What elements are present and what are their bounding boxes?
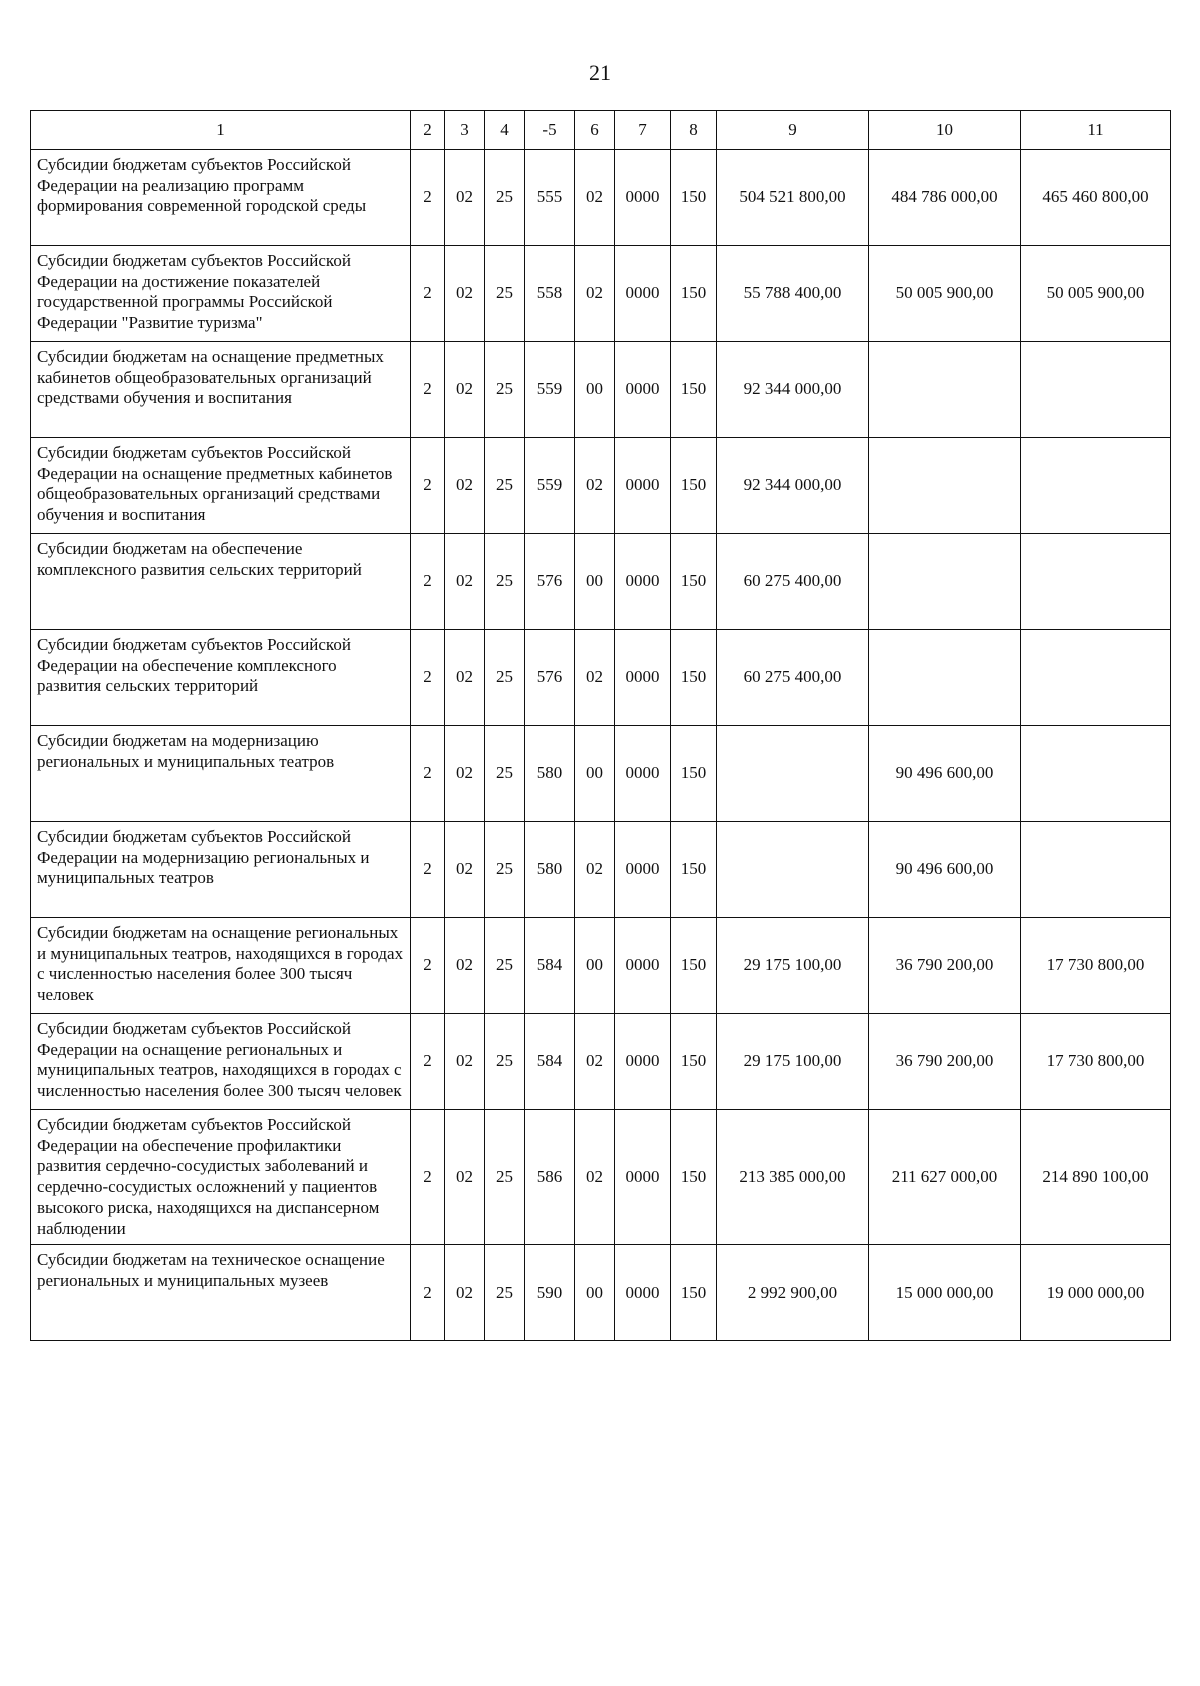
code-4-cell: 25 — [485, 246, 525, 342]
code-4-cell: 25 — [485, 1014, 525, 1110]
row-description-cell: Субсидии бюджетам на оснащение предметных кабинетов общеобразовательных организаций средствами обучения и воспитания — [31, 342, 411, 438]
code-7-cell: 0000 — [615, 1014, 671, 1110]
row-description-cell: Субсидии бюджетам субъектов Российской Федерации на оснащение региональных и муниципальных театров, находящихся в городах с численностью населения более 300 тысяч человек — [31, 1014, 411, 1110]
code-8-cell: 150 — [671, 1110, 717, 1245]
code-4-cell: 25 — [485, 534, 525, 630]
code-6-cell: 00 — [575, 342, 615, 438]
code-3-cell: 02 — [445, 1014, 485, 1110]
code-4-cell: 25 — [485, 822, 525, 918]
row-description-cell: Субсидии бюджетам на обеспечение комплексного развития сельских территорий — [31, 534, 411, 630]
code-7-cell: 0000 — [615, 630, 671, 726]
code-8-cell: 150 — [671, 342, 717, 438]
table-row — [31, 150, 1171, 246]
table-header-row — [31, 111, 1171, 150]
code-7-cell: 0000 — [615, 246, 671, 342]
table-row — [31, 438, 1171, 534]
table-row — [31, 1014, 1171, 1110]
code-2-cell: 2 — [411, 342, 445, 438]
table-row — [31, 246, 1171, 342]
page-number: 21 — [589, 60, 611, 85]
code-6-cell: 02 — [575, 438, 615, 534]
amount-col-11-cell: 17 730 800,00 — [1021, 918, 1171, 1014]
amount-col-10-cell: 36 790 200,00 — [869, 1014, 1021, 1110]
code-5-cell: 555 — [525, 150, 575, 246]
code-3-cell: 02 — [445, 150, 485, 246]
code-6-cell: 02 — [575, 630, 615, 726]
amount-col-11-cell — [1021, 630, 1171, 726]
code-8-cell: 150 — [671, 150, 717, 246]
amount-col-11-cell: 50 005 900,00 — [1021, 246, 1171, 342]
code-2-cell: 2 — [411, 726, 445, 822]
row-description-cell: Субсидии бюджетам субъектов Российской Федерации на модернизацию региональных и муниципальных театров — [31, 822, 411, 918]
amount-col-10-cell: 484 786 000,00 — [869, 150, 1021, 246]
code-8-cell: 150 — [671, 822, 717, 918]
code-4-cell: 25 — [485, 1110, 525, 1245]
amount-col-9-cell: 55 788 400,00 — [717, 246, 869, 342]
code-7-cell: 0000 — [615, 534, 671, 630]
amount-col-10-cell: 36 790 200,00 — [869, 918, 1021, 1014]
code-8-cell: 150 — [671, 1014, 717, 1110]
code-3-cell: 02 — [445, 918, 485, 1014]
row-description-cell: Субсидии бюджетам субъектов Российской Федерации на достижение показателей государственной программы Российской Федерации "Развитие туризма" — [31, 246, 411, 342]
amount-col-11-cell: 214 890 100,00 — [1021, 1110, 1171, 1245]
row-description-cell: Субсидии бюджетам на модернизацию региональных и муниципальных театров — [31, 726, 411, 822]
amount-col-11-cell: 465 460 800,00 — [1021, 150, 1171, 246]
code-2-cell: 2 — [411, 1245, 445, 1341]
code-6-cell: 00 — [575, 918, 615, 1014]
amount-col-9-cell: 504 521 800,00 — [717, 150, 869, 246]
amount-col-11-cell: 17 730 800,00 — [1021, 1014, 1171, 1110]
code-7-cell: 0000 — [615, 1245, 671, 1341]
amount-col-10-cell: 15 000 000,00 — [869, 1245, 1021, 1341]
code-8-cell: 150 — [671, 918, 717, 1014]
table-row — [31, 342, 1171, 438]
code-5-cell: 590 — [525, 1245, 575, 1341]
row-description-cell: Субсидии бюджетам на техническое оснащение региональных и муниципальных музеев — [31, 1245, 411, 1341]
row-description-cell: Субсидии бюджетам субъектов Российской Федерации на оснащение предметных кабинетов общеобразовательных организаций средствами обучения и воспитания — [31, 438, 411, 534]
column-header: 6 — [575, 111, 615, 150]
code-5-cell: 580 — [525, 822, 575, 918]
column-header: 8 — [671, 111, 717, 150]
column-header: 10 — [869, 111, 1021, 150]
code-5-cell: 584 — [525, 918, 575, 1014]
code-7-cell: 0000 — [615, 1110, 671, 1245]
code-5-cell: 576 — [525, 630, 575, 726]
column-header: 11 — [1021, 111, 1171, 150]
code-8-cell: 150 — [671, 534, 717, 630]
row-description-cell: Субсидии бюджетам субъектов Российской Федерации на обеспечение комплексного развития сельских территорий — [31, 630, 411, 726]
code-7-cell: 0000 — [615, 918, 671, 1014]
column-header: 4 — [485, 111, 525, 150]
budget-subsidies-table — [30, 110, 1171, 1341]
code-7-cell: 0000 — [615, 342, 671, 438]
table-row — [31, 1245, 1171, 1341]
row-description-cell: Субсидии бюджетам субъектов Российской Федерации на обеспечение профилактики развития сердечно-сосудистых заболеваний и сердечно-сосудистых осложнений у пациентов высокого риска, находящихся на диспансерном наблюдении — [31, 1110, 411, 1245]
code-7-cell: 0000 — [615, 438, 671, 534]
code-7-cell: 0000 — [615, 726, 671, 822]
code-4-cell: 25 — [485, 438, 525, 534]
amount-col-11-cell — [1021, 534, 1171, 630]
code-4-cell: 25 — [485, 918, 525, 1014]
amount-col-10-cell: 50 005 900,00 — [869, 246, 1021, 342]
table-row — [31, 1110, 1171, 1245]
code-5-cell: 576 — [525, 534, 575, 630]
amount-col-11-cell — [1021, 342, 1171, 438]
table-row — [31, 630, 1171, 726]
code-6-cell: 02 — [575, 822, 615, 918]
code-2-cell: 2 — [411, 1110, 445, 1245]
amount-col-10-cell — [869, 438, 1021, 534]
amount-col-10-cell — [869, 342, 1021, 438]
code-8-cell: 150 — [671, 246, 717, 342]
code-2-cell: 2 — [411, 438, 445, 534]
amount-col-10-cell — [869, 534, 1021, 630]
table-row — [31, 822, 1171, 918]
code-8-cell: 150 — [671, 1245, 717, 1341]
amount-col-11-cell — [1021, 822, 1171, 918]
code-3-cell: 02 — [445, 822, 485, 918]
table-row — [31, 918, 1171, 1014]
table-row — [31, 534, 1171, 630]
code-3-cell: 02 — [445, 726, 485, 822]
amount-col-10-cell: 211 627 000,00 — [869, 1110, 1021, 1245]
amount-col-11-cell: 19 000 000,00 — [1021, 1245, 1171, 1341]
code-8-cell: 150 — [671, 438, 717, 534]
code-6-cell: 02 — [575, 1014, 615, 1110]
column-header: 2 — [411, 111, 445, 150]
column-header: 7 — [615, 111, 671, 150]
amount-col-9-cell — [717, 726, 869, 822]
amount-col-9-cell — [717, 822, 869, 918]
row-description-cell: Субсидии бюджетам на оснащение региональных и муниципальных театров, находящихся в городах с численностью населения более 300 тысяч человек — [31, 918, 411, 1014]
code-3-cell: 02 — [445, 1245, 485, 1341]
amount-col-9-cell: 213 385 000,00 — [717, 1110, 869, 1245]
code-6-cell: 00 — [575, 1245, 615, 1341]
code-6-cell: 00 — [575, 726, 615, 822]
budget-table-container — [30, 110, 1170, 1341]
table-body — [31, 150, 1171, 1341]
table-row — [31, 726, 1171, 822]
code-3-cell: 02 — [445, 246, 485, 342]
column-header: 3 — [445, 111, 485, 150]
code-3-cell: 02 — [445, 534, 485, 630]
code-5-cell: 586 — [525, 1110, 575, 1245]
amount-col-10-cell: 90 496 600,00 — [869, 822, 1021, 918]
code-2-cell: 2 — [411, 822, 445, 918]
amount-col-11-cell — [1021, 438, 1171, 534]
amount-col-10-cell: 90 496 600,00 — [869, 726, 1021, 822]
amount-col-10-cell — [869, 630, 1021, 726]
code-2-cell: 2 — [411, 1014, 445, 1110]
amount-col-11-cell — [1021, 726, 1171, 822]
code-2-cell: 2 — [411, 150, 445, 246]
code-5-cell: 584 — [525, 1014, 575, 1110]
code-8-cell: 150 — [671, 630, 717, 726]
code-4-cell: 25 — [485, 1245, 525, 1341]
code-5-cell: 580 — [525, 726, 575, 822]
code-3-cell: 02 — [445, 630, 485, 726]
amount-col-9-cell: 2 992 900,00 — [717, 1245, 869, 1341]
amount-col-9-cell: 29 175 100,00 — [717, 918, 869, 1014]
code-3-cell: 02 — [445, 342, 485, 438]
code-2-cell: 2 — [411, 918, 445, 1014]
code-5-cell: 558 — [525, 246, 575, 342]
code-3-cell: 02 — [445, 438, 485, 534]
code-5-cell: 559 — [525, 342, 575, 438]
code-7-cell: 0000 — [615, 822, 671, 918]
code-6-cell: 02 — [575, 1110, 615, 1245]
column-header: 1 — [31, 111, 411, 150]
code-4-cell: 25 — [485, 726, 525, 822]
code-3-cell: 02 — [445, 1110, 485, 1245]
code-4-cell: 25 — [485, 342, 525, 438]
amount-col-9-cell: 60 275 400,00 — [717, 630, 869, 726]
code-8-cell: 150 — [671, 726, 717, 822]
amount-col-9-cell: 92 344 000,00 — [717, 438, 869, 534]
code-2-cell: 2 — [411, 246, 445, 342]
amount-col-9-cell: 29 175 100,00 — [717, 1014, 869, 1110]
amount-col-9-cell: 60 275 400,00 — [717, 534, 869, 630]
code-7-cell: 0000 — [615, 150, 671, 246]
code-6-cell: 02 — [575, 150, 615, 246]
code-6-cell: 02 — [575, 246, 615, 342]
code-4-cell: 25 — [485, 630, 525, 726]
code-4-cell: 25 — [485, 150, 525, 246]
amount-col-9-cell: 92 344 000,00 — [717, 342, 869, 438]
column-header: -5 — [525, 111, 575, 150]
code-2-cell: 2 — [411, 630, 445, 726]
row-description-cell: Субсидии бюджетам субъектов Российской Федерации на реализацию программ формирования современной городской среды — [31, 150, 411, 246]
code-5-cell: 559 — [525, 438, 575, 534]
code-2-cell: 2 — [411, 534, 445, 630]
column-header: 9 — [717, 111, 869, 150]
code-6-cell: 00 — [575, 534, 615, 630]
